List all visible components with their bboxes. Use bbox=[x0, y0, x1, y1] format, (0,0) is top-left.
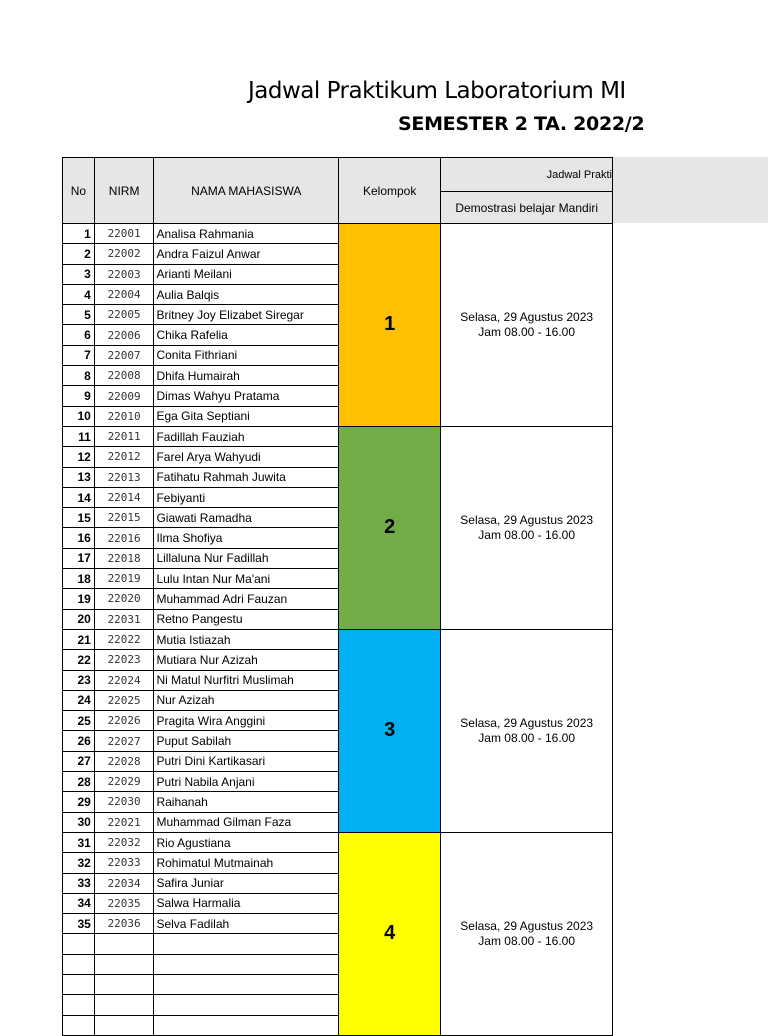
row-nama bbox=[154, 954, 339, 974]
row-nama: Analisa Rahmania bbox=[154, 224, 339, 244]
row-nirm: 22026 bbox=[94, 711, 154, 731]
row-no: 7 bbox=[63, 345, 95, 365]
schedule-date: Selasa, 29 Agustus 2023 bbox=[460, 309, 594, 324]
row-nama: Lillaluna Nur Fadillah bbox=[154, 548, 339, 568]
schedule-date: Selasa, 29 Agustus 2023 bbox=[460, 715, 594, 730]
row-no: 34 bbox=[63, 893, 95, 913]
row-nama: Ilma Shofiya bbox=[154, 528, 339, 548]
group-schedule bbox=[441, 426, 613, 629]
row-nama: Chika Rafelia bbox=[154, 325, 339, 345]
row-no: 25 bbox=[63, 711, 95, 731]
row-nirm: 22018 bbox=[94, 548, 154, 568]
table-row bbox=[63, 426, 613, 446]
row-no: 26 bbox=[63, 731, 95, 751]
group-label: 3 bbox=[338, 629, 440, 832]
schedule-table bbox=[62, 157, 613, 1036]
row-nama: Fatihatu Rahmah Juwita bbox=[154, 467, 339, 487]
row-nama: Aulia Balqis bbox=[154, 284, 339, 304]
row-no: 20 bbox=[63, 609, 95, 629]
row-nama bbox=[154, 974, 339, 994]
row-no bbox=[63, 995, 95, 1015]
schedule-time: Jam 08.00 - 16.00 bbox=[478, 730, 576, 745]
row-no: 5 bbox=[63, 305, 95, 325]
group-label: 1 bbox=[338, 224, 440, 427]
row-nama: Mutiara Nur Azizah bbox=[154, 650, 339, 670]
row-nama: Dhifa Humairah bbox=[154, 366, 339, 386]
row-nama: Mutia Istiazah bbox=[154, 629, 339, 649]
row-nama: Ni Matul Nurfitri Muslimah bbox=[154, 670, 339, 690]
row-no bbox=[63, 954, 95, 974]
group-label: 2 bbox=[338, 426, 440, 629]
row-no: 13 bbox=[63, 467, 95, 487]
schedule-time: Jam 08.00 - 16.00 bbox=[478, 933, 576, 948]
row-no: 2 bbox=[63, 244, 95, 264]
row-nirm: 22030 bbox=[94, 792, 154, 812]
row-no: 28 bbox=[63, 772, 95, 792]
row-no: 15 bbox=[63, 508, 95, 528]
row-nirm bbox=[94, 974, 154, 994]
row-nirm: 22013 bbox=[94, 467, 154, 487]
header-nama: NAMA MAHASISWA bbox=[154, 158, 339, 224]
schedule-date: Selasa, 29 Agustus 2023 bbox=[460, 918, 594, 933]
row-nirm: 22020 bbox=[94, 589, 154, 609]
group-schedule bbox=[441, 832, 613, 1035]
row-nama: Safira Juniar bbox=[154, 873, 339, 893]
row-nama: Arianti Meilani bbox=[154, 264, 339, 284]
row-no bbox=[63, 934, 95, 954]
row-no: 32 bbox=[63, 853, 95, 873]
row-no: 22 bbox=[63, 650, 95, 670]
row-nirm bbox=[94, 1015, 154, 1035]
header-extension bbox=[612, 157, 768, 223]
row-nirm: 22035 bbox=[94, 893, 154, 913]
schedule-time: Jam 08.00 - 16.00 bbox=[478, 527, 576, 542]
document-title: Jadwal Praktikum Laboratorium MI bbox=[248, 78, 626, 104]
row-nama: Muhammad Adri Fauzan bbox=[154, 589, 339, 609]
row-nirm: 22012 bbox=[94, 447, 154, 467]
row-nama: Rohimatul Mutmainah bbox=[154, 853, 339, 873]
row-no: 35 bbox=[63, 914, 95, 934]
row-no: 29 bbox=[63, 792, 95, 812]
row-nama: Rio Agustiana bbox=[154, 832, 339, 852]
row-no: 6 bbox=[63, 325, 95, 345]
row-nirm: 22003 bbox=[94, 264, 154, 284]
row-nirm: 22005 bbox=[94, 305, 154, 325]
row-nama: Febiyanti bbox=[154, 487, 339, 507]
row-no: 19 bbox=[63, 589, 95, 609]
row-nama: Pragita Wira Anggini bbox=[154, 711, 339, 731]
row-no bbox=[63, 1015, 95, 1035]
row-nama: Salwa Harmalia bbox=[154, 893, 339, 913]
row-nirm: 22022 bbox=[94, 629, 154, 649]
row-nama: Muhammad Gilman Faza bbox=[154, 812, 339, 832]
row-nama bbox=[154, 995, 339, 1015]
row-nirm: 22015 bbox=[94, 508, 154, 528]
row-nama: Farel Arya Wahyudi bbox=[154, 447, 339, 467]
row-no: 12 bbox=[63, 447, 95, 467]
row-nirm: 22034 bbox=[94, 873, 154, 893]
row-no: 4 bbox=[63, 284, 95, 304]
row-nirm: 22028 bbox=[94, 751, 154, 771]
row-nirm: 22019 bbox=[94, 569, 154, 589]
table-row bbox=[63, 224, 613, 244]
row-nirm: 22025 bbox=[94, 690, 154, 710]
row-no: 31 bbox=[63, 832, 95, 852]
row-nama: Raihanah bbox=[154, 792, 339, 812]
row-nirm: 22036 bbox=[94, 914, 154, 934]
row-nirm: 22010 bbox=[94, 406, 154, 426]
row-no: 16 bbox=[63, 528, 95, 548]
group-schedule bbox=[441, 629, 613, 832]
row-nama: Giawati Ramadha bbox=[154, 508, 339, 528]
row-no: 9 bbox=[63, 386, 95, 406]
table-row bbox=[63, 629, 613, 649]
row-no: 8 bbox=[63, 366, 95, 386]
row-nama: Ega Gita Septiani bbox=[154, 406, 339, 426]
document-subtitle: SEMESTER 2 TA. 2022/2 bbox=[398, 113, 645, 135]
row-nama: Puput Sabilah bbox=[154, 731, 339, 751]
table-row bbox=[63, 832, 613, 852]
row-nirm: 22002 bbox=[94, 244, 154, 264]
group-schedule bbox=[441, 224, 613, 427]
row-nirm: 22001 bbox=[94, 224, 154, 244]
row-nirm: 22016 bbox=[94, 528, 154, 548]
row-nirm bbox=[94, 934, 154, 954]
row-no: 11 bbox=[63, 426, 95, 446]
row-nama: Britney Joy Elizabet Siregar bbox=[154, 305, 339, 325]
row-no: 10 bbox=[63, 406, 95, 426]
row-no: 23 bbox=[63, 670, 95, 690]
header-no: No bbox=[63, 158, 95, 224]
row-nirm bbox=[94, 954, 154, 974]
row-no: 30 bbox=[63, 812, 95, 832]
row-nirm: 22009 bbox=[94, 386, 154, 406]
row-nirm bbox=[94, 995, 154, 1015]
row-nirm: 22023 bbox=[94, 650, 154, 670]
group-label: 4 bbox=[338, 832, 440, 1035]
row-nama: Retno Pangestu bbox=[154, 609, 339, 629]
row-no: 17 bbox=[63, 548, 95, 568]
row-no: 27 bbox=[63, 751, 95, 771]
row-nirm: 22024 bbox=[94, 670, 154, 690]
row-nama bbox=[154, 1015, 339, 1035]
row-nama bbox=[154, 934, 339, 954]
row-nama: Nur Azizah bbox=[154, 690, 339, 710]
header-kelompok: Kelompok bbox=[338, 158, 440, 224]
row-no: 18 bbox=[63, 569, 95, 589]
row-nama: Putri Dini Kartikasari bbox=[154, 751, 339, 771]
header-nirm: NIRM bbox=[94, 158, 154, 224]
row-nirm: 22006 bbox=[94, 325, 154, 345]
header-jadwal: Jadwal Prakti bbox=[441, 158, 613, 192]
row-nirm: 22032 bbox=[94, 832, 154, 852]
schedule-date: Selasa, 29 Agustus 2023 bbox=[460, 512, 594, 527]
row-nirm: 22014 bbox=[94, 487, 154, 507]
row-no: 33 bbox=[63, 873, 95, 893]
header-demonstrasi: Demostrasi belajar Mandiri bbox=[441, 192, 613, 224]
schedule-time: Jam 08.00 - 16.00 bbox=[478, 324, 576, 339]
row-no: 24 bbox=[63, 690, 95, 710]
row-nama: Lulu Intan Nur Ma'ani bbox=[154, 569, 339, 589]
row-nama: Andra Faizul Anwar bbox=[154, 244, 339, 264]
row-nirm: 22027 bbox=[94, 731, 154, 751]
row-nama: Fadillah Fauziah bbox=[154, 426, 339, 446]
row-nirm: 22021 bbox=[94, 812, 154, 832]
row-no bbox=[63, 974, 95, 994]
row-nama: Selva Fadilah bbox=[154, 914, 339, 934]
row-no: 3 bbox=[63, 264, 95, 284]
row-nirm: 22008 bbox=[94, 366, 154, 386]
row-nirm: 22011 bbox=[94, 426, 154, 446]
row-nirm: 22033 bbox=[94, 853, 154, 873]
row-nama: Conita Fithriani bbox=[154, 345, 339, 365]
row-nama: Dimas Wahyu Pratama bbox=[154, 386, 339, 406]
row-nirm: 22031 bbox=[94, 609, 154, 629]
row-no: 21 bbox=[63, 629, 95, 649]
row-no: 1 bbox=[63, 224, 95, 244]
row-nirm: 22007 bbox=[94, 345, 154, 365]
row-nama: Putri Nabila Anjani bbox=[154, 772, 339, 792]
row-no: 14 bbox=[63, 487, 95, 507]
row-nirm: 22029 bbox=[94, 772, 154, 792]
row-nirm: 22004 bbox=[94, 284, 154, 304]
